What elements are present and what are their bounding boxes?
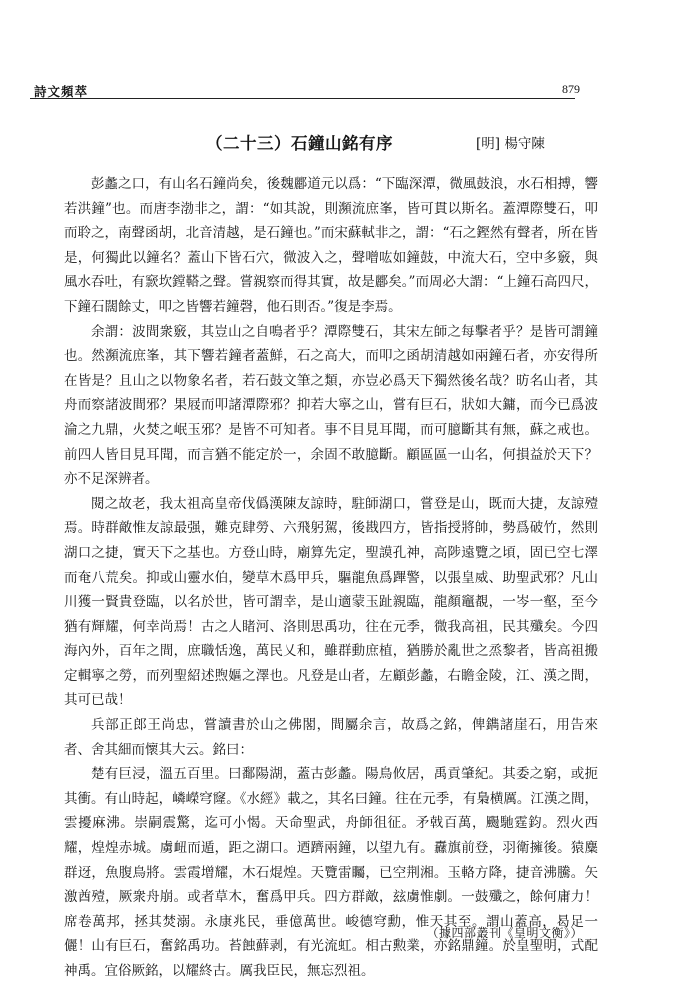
source-citation: （據四部叢刊《皇明文衡》） xyxy=(426,926,583,940)
header-rule xyxy=(30,98,575,99)
paragraph: 余謂：波間衆竅，其豈山之自鳴者乎？潭際雙石，其宋左師之每擊者乎？是皆可謂鐘也。然瀕流庶峯，其下響若鐘者蓋鮮，石之高大，而叩之函胡清越如兩鐘石者，亦安得所在皆是？且山之以物象名者，若石鼓文筆之類，亦豈必爲天下獨然後名哉？昉名山者，其舟而察諸波間邪？果屐而叩諸潭際邪？抑若大寧之山，嘗有巨石，狀如大鏞，而今已爲波淪之九鼎，火焚之岷玉邪？是皆不可知者。事不目見耳聞，而可臆斷其有無，蘇之戒也。前四人皆目見耳聞，而言猶不能定於一，余固不敢臆斷。顧區區一山名，何損益於天下？亦不足深辨者。 xyxy=(64,323,598,488)
author-line: [明] 楊守陳 xyxy=(476,136,545,152)
paragraph: 閱之故老，我太祖高皇帝伐僞漢陳友諒時，駐師湖口，嘗登是山，既而大捷，友諒殪焉。時群敵惟友諒最强，難克肆勞、六飛躬駕，後戡四方，皆指授將帥，勢爲破竹，然則湖口之捷，實天下之基也。方登山時，廟算先定，聖謨孔神，高陟遠覽之頃，固已空七澤而奄八荒矣。抑或山靈水伯，變草木爲甲兵，驅龍魚爲蹕警，以張皇威、助聖武邪？凡山川獲一賢貴登臨，以名於世，皆可謂幸，是山適蒙玉趾親臨，龍顏竈覩，一岑一壑，至今猶有輝耀，何幸尚焉！古之人睹河、洛則思禹功，往在元季，微我高祖，民其殲矣。今四海內外，百年之間，庶職恬逸，萬民乂和，雖群動庶植，猶勝於亂世之烝黎者，皆高祖搬定輯寧之勞，而列聖紹述煦嫗之澤也。凡登是山者，左顧彭蠡，右瞻金陵，江、漢之間，其可已哉！ xyxy=(64,495,598,709)
page-number: 879 xyxy=(562,82,580,96)
article-body xyxy=(64,172,598,984)
title-row xyxy=(0,130,675,154)
running-header xyxy=(20,72,580,100)
article-title: （二十三）石鐘山銘有序 xyxy=(206,134,393,153)
paragraph: 彭蠡之口，有山名石鐘尚矣，後魏酈道元以爲：“下臨深潭，微風鼓浪，水石相搏，響若洪鐘”也。而唐李渤非之，謂：“如其說，則瀕流庶峯，皆可貫以斯名。蓋潭際雙石，叩而聆之，南聲函胡，北音清越，是石鐘也。”而宋蘇軾非之，謂：“石之鏗然有聲者，所在皆是，何獨此以鐘名？蓋山下皆石穴，微波入之，聲噌吰如鐘鼓，中流大石，空中多竅，與風水吞吐，有窾坎鏜鞳之聲。嘗親察而得其實，故是酈矣。”而周必大謂：“上鐘石高四尺，下鐘石闊餘丈，叩之皆響若鐘磬，他石則否。”復是李焉。 xyxy=(64,176,598,315)
paragraph: 兵部正郎王尚忠，嘗讀書於山之佛閣，間屬余言，故爲之銘，俾鐫諸崖石，用告來者、舍其細而懷其大云。銘曰： xyxy=(64,717,598,758)
book-title: 詩文頻萃 xyxy=(34,84,89,99)
inscription-verse: 楚有巨浸，溫五百里。曰鄱陽湖，蓋古彭蠡。陽鳥攸居，禹貢肇紀。其委之窮，或扼其衝。有山時起，嶙嶸穹窿。《水經》載之，其名曰鐘。往在元季，有梟横厲。江漢之間，雲擾麻沸。崇嗣震驚，迄可小愒。天命聖武，舟師徂征。矛戟百萬，颺馳霆鈞。烈火西耀，煌煌赤城。虜衄而遁，距之湖口。迺躋兩鐘，以望九有。纛旗前登，羽衛擁後。猿麋群迓，魚腹鳥將。雲霞增耀，木石焜煌。天覽雷矚，已空荆湘。玉輅方降，捷音沸騰。矢激酋殪，厥衆舟崩。或者草木，奮爲甲兵。四方群敵，玆虜惟劇。一鼓殲之，餘何庸力！席卷萬邦，拯其焚溺。永康兆民，垂億萬世。峻德穹勳，惟天其至。謂山蓋高，曷足一儷！山有巨石，奮銘禹功。苔蝕蘚剥，有光流虹。相古勲業，亦銘鼎鐘。於皇聖明，式配神禹。宜俗厥銘，以耀終古。厲我臣民，無忘烈祖。 xyxy=(64,766,598,979)
